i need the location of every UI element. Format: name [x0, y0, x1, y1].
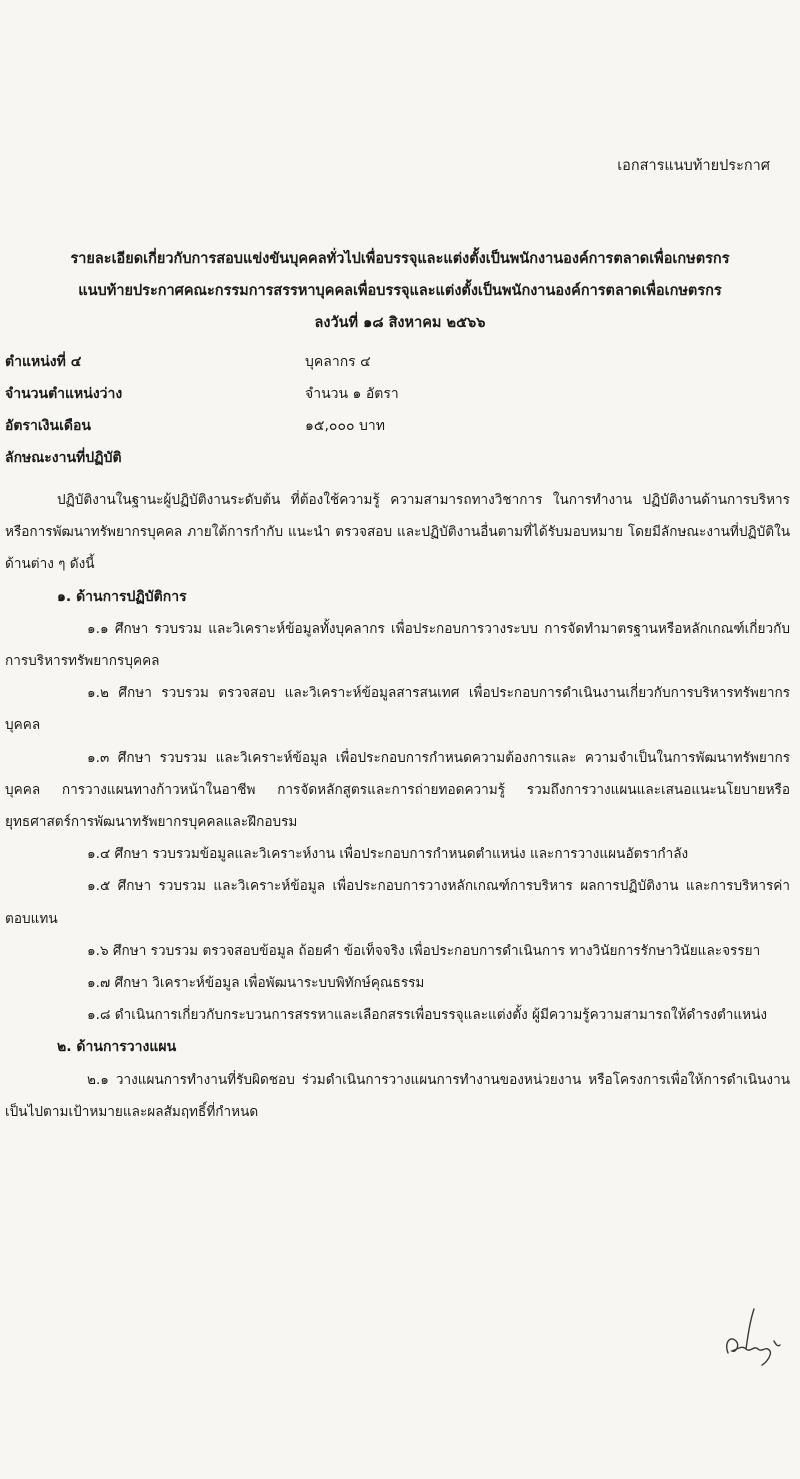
- title-line-1: รายละเอียดเกี่ยวกับการสอบแข่งขันบุคคลทั่วไปเพื่อบรรจุและแต่งตั้งเป็นพนักงานองค์การตลาดเพื่อเกษตรกร: [70, 251, 730, 267]
- duty-item: ๒.๑ วางแผนการทำงานที่รับผิดชอบ ร่วมดำเนินการวางแผนการทำงานของหน่วยงาน หรือโครงการเพื่อให้การดำเนินงานเป็นไปตามเป้าหมายและผลสัมฤทธิ์ที่กำหนด: [5, 1071, 790, 1120]
- duty-item: ๑.๔ ศึกษา รวบรวมข้อมูลและวิเคราะห์งาน เพื่อประกอบการกำหนดตำแหน่ง และการวางแผนอัตรากำลัง: [87, 846, 689, 863]
- salary-value: ๑๕,๐๐๐ บาท: [305, 418, 385, 434]
- duties-heading: ลักษณะงานที่ปฏิบัติ: [5, 450, 122, 466]
- document-title: [0, 243, 800, 339]
- vacancy-value: จำนวน ๑ อัตรา: [305, 386, 399, 402]
- vacancy-row: [5, 378, 785, 410]
- duty-item: ๑.๗ ศึกษา วิเคราะห์ข้อมูล เพื่อพัฒนาระบบพิทักษ์คุณธรรม: [87, 975, 425, 992]
- duty-item: ๑.๒ ศึกษา รวบรวม ตรวจสอบ และวิเคราะห์ข้อมูลสารสนเทศ เพื่อประกอบการดำเนินงานเกี่ยวกับการบริหารทรัพยากรบุคคล: [5, 685, 790, 734]
- title-line-2: แนบท้ายประกาศคณะกรรมการสรรหาบุคคลเพื่อบรรจุและแต่งตั้งเป็นพนักงานองค์การตลาดเพื่อเกษตรกร: [78, 283, 722, 299]
- document-attachment-label: เอกสารแนบท้ายประกาศ: [617, 158, 770, 174]
- vacancy-label: จำนวนตำแหน่งว่าง: [5, 386, 123, 402]
- title-date-line: ลงวันที่ ๑๘ สิงหาคม ๒๕๖๖: [314, 315, 486, 331]
- salary-row: [5, 410, 785, 442]
- section-operations-heading: ๑. ด้านการปฏิบัติการ: [57, 588, 187, 605]
- duty-item: ๑.๖ ศึกษา รวบรวม ตรวจสอบข้อมูล ถ้อยคำ ข้อเท็จจริง เพื่อประกอบการดำเนินการ ทางวินัยการรักษาวินัยและจรรยา: [87, 942, 761, 959]
- duty-item: ๑.๕ ศึกษา รวบรวม และวิเคราะห์ข้อมูล เพื่อประกอบการวางหลักเกณฑ์การบริหาร ผลการปฏิบัติงาน และการบริหารค่าตอบแทน: [5, 878, 790, 927]
- signature-mark: [700, 1305, 790, 1370]
- position-row: [5, 346, 785, 378]
- duty-item: ๑.๑ ศึกษา รวบรวม และวิเคราะห์ข้อมูลทั้งบุคลากร เพื่อประกอบการวางระบบ การจัดทำมาตรฐานหรือหลักเกณฑ์เกี่ยวกับการบริหารทรัพยากรบุคคล: [5, 620, 790, 670]
- position-value: บุคลากร ๔: [305, 354, 371, 370]
- position-label: ตำแหน่งที่ ๔: [5, 354, 82, 370]
- duty-item: ๑.๓ ศึกษา รวบรวม และวิเคราะห์ข้อมูล เพื่อประกอบการกำหนดความต้องการและ ความจำเป็นในการพัฒนาทรัพยากรบุคคล การวางแผนทางก้าวหน้าในอาชีพ การจัดหลักสูตรและการถ่ายทอดความรู้ รวมถึงการวางแผนและเสนอแนะนโยบายหรือยุทธศาสตร์การพัฒนาทรัพยากรบุคคลและฝึกอบรม: [5, 749, 790, 831]
- duties-intro: ปฏิบัติงานในฐานะผู้ปฏิบัติงานระดับต้น ที่ต้องใช้ความรู้ ความสามารถทางวิชาการ ในการทำงาน ปฏิบัติงานด้านการบริหารหรือการพัฒนาทรัพยากรบุคคล ภายใต้การกำกับ แนะนำ ตรวจสอบ และปฏิบัติงานอื่นตามที่ได้รับมอบหมาย โดยมีลักษณะงานที่ปฏิบัติในด้านต่าง ๆ ดังนี้: [5, 492, 790, 573]
- salary-label: อัตราเงินเดือน: [5, 418, 91, 434]
- section-planning-heading: ๒. ด้านการวางแผน: [57, 1039, 177, 1056]
- position-info: [5, 346, 785, 474]
- duties-body: [5, 484, 790, 1128]
- duty-item: ๑.๘ ดำเนินการเกี่ยวกับกระบวนการสรรหาและเลือกสรรเพื่อบรรจุและแต่งตั้ง ผู้มีความรู้ความสามารถให้ดำรงตำแหน่ง: [87, 1007, 768, 1024]
